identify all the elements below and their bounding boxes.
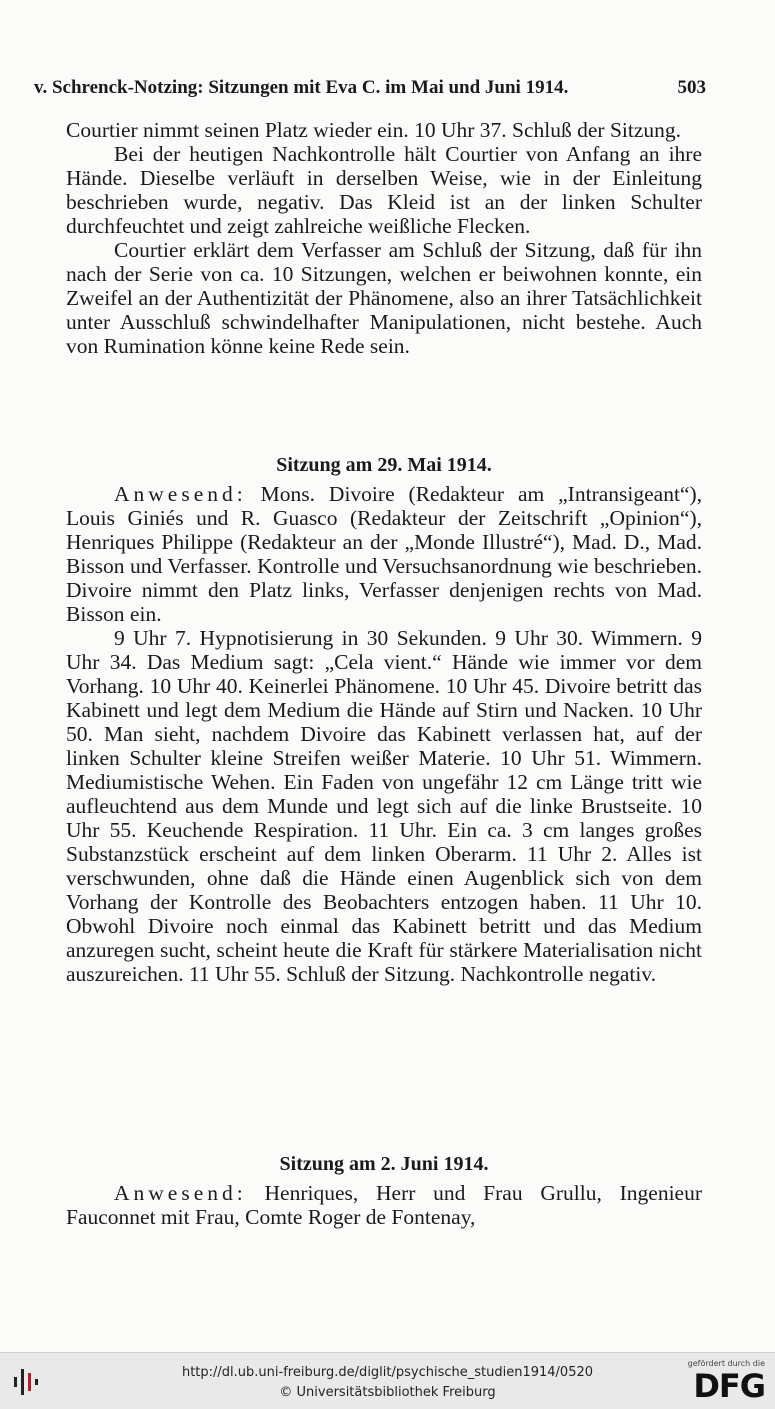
dfg-logo: [681, 1359, 765, 1405]
running-title: v. Schrenck-Notzing: Sitzungen mit Eva C. im Mai und Juni 1914.: [34, 77, 569, 98]
paragraph-1: Courtier nimmt seinen Platz wieder ein. 10 Uhr 37. Schluß der Sitzung.: [66, 118, 682, 142]
paragraph-4: [66, 482, 702, 626]
source-url-link[interactable]: http://dl.ub.uni-freiburg.de/diglit/psychische_studien1914/0520: [181, 1365, 594, 1380]
attendees-label-2: Anwesend:: [114, 1181, 247, 1205]
dfg-caption: gefördert durch die: [687, 1359, 765, 1368]
section-heading-1: Sitzung am 29. Mai 1914.: [276, 454, 492, 476]
page-number: 503: [677, 77, 706, 98]
dfg-logo-mark: DFG: [693, 1367, 765, 1405]
paragraph-2: Bei der heutigen Nachkontrolle hält Courtier von Anfang an ihre Hände. Dieselbe verläuft in derselben Weise, wie in der Einleitung beschrieben wurde, negativ. Das Kleid ist an der linken Schulter durchfeuchtet und zeigt zahlreiche weißliche Flecken.: [66, 142, 702, 238]
running-header: [34, 76, 706, 100]
paragraph-6: [66, 1181, 702, 1229]
paragraph-6-text: Henriques, Herr und Frau Grullu, Ingenieur Fauconnet mit Frau, Comte Roger de Fontenay,: [66, 1181, 702, 1229]
paragraph-5: 9 Uhr 7. Hypnotisierung in 30 Sekunden. 9 Uhr 30. Wimmern. 9 Uhr 34. Das Medium sagt: „Cela vient.“ Hände wie immer vor dem Vorhang. 10 Uhr 40. Keinerlei Phänomene. 10 Uhr 45. Divoire betritt das Kabinett und legt dem Medium die Hände auf Stirn und Nacken. 10 Uhr 50. Man sieht, nachdem Divoire das Kabinett verlassen hat, auf der linken Schulter kleine Streifen weißer Materie. 10 Uhr 51. Wimmern. Mediumistische Wehen. Ein Faden von ungefähr 12 cm Länge tritt wie aufleuchtend aus dem Munde und legt sich auf die linke Brustseite. 10 Uhr 55. Keuchende Respiration. 11 Uhr. Ein ca. 3 cm langes großes Substanzstück erscheint auf dem linken Oberarm. 11 Uhr 2. Alles ist verschwunden, ohne daß die Hände einen Augenblick sich von dem Vorhang der Kontrolle des Beobachters entzogen haben. 11 Uhr 10. Obwohl Divoire noch einmal das Kabinett betritt und das Medium anzuregen sucht, scheint heute die Kraft für stärkere Materialisation nicht auszureichen. 11 Uhr 55. Schluß der Sitzung. Nachkontrolle negativ.: [66, 626, 702, 986]
section-heading-2: Sitzung am 2. Juni 1914.: [279, 1153, 489, 1175]
viewer-footer: [0, 1352, 775, 1409]
paragraph-4-text: Mons. Divoire (Redakteur am „Intransigeant“), Louis Giniés und R. Guasco (Redakteur der Zeitschrift „Opinion“), Henriques Philippe (Redakteur an der „Monde Illustré“), Mad. D., Mad. Bisson und Verfasser. Kontrolle und Versuchsanordnung wie beschrieben. Divoire nimmt den Platz links, Verfasser denjenigen rechts von Mad. Bisson ein.: [66, 482, 702, 626]
text-block-3: [66, 1181, 702, 1229]
attendees-label: Anwesend:: [114, 482, 247, 506]
copyright-text: © Universitätsbibliothek Freiburg: [279, 1385, 496, 1400]
paragraph-3: Courtier erklärt dem Verfasser am Schluß der Sitzung, daß für ihn nach der Serie von ca. 10 Sitzungen, welchen er beiwohnen konnte, ein Zweifel an der Authentizität der Phänomene, also an ihrer Tatsächlichkeit unter Ausschluß schwindelhafter Manipulationen, nicht bestehe. Auch von Rumination könne keine Rede sein.: [66, 238, 702, 358]
text-block-1: [66, 118, 702, 358]
text-block-2: [66, 482, 702, 986]
